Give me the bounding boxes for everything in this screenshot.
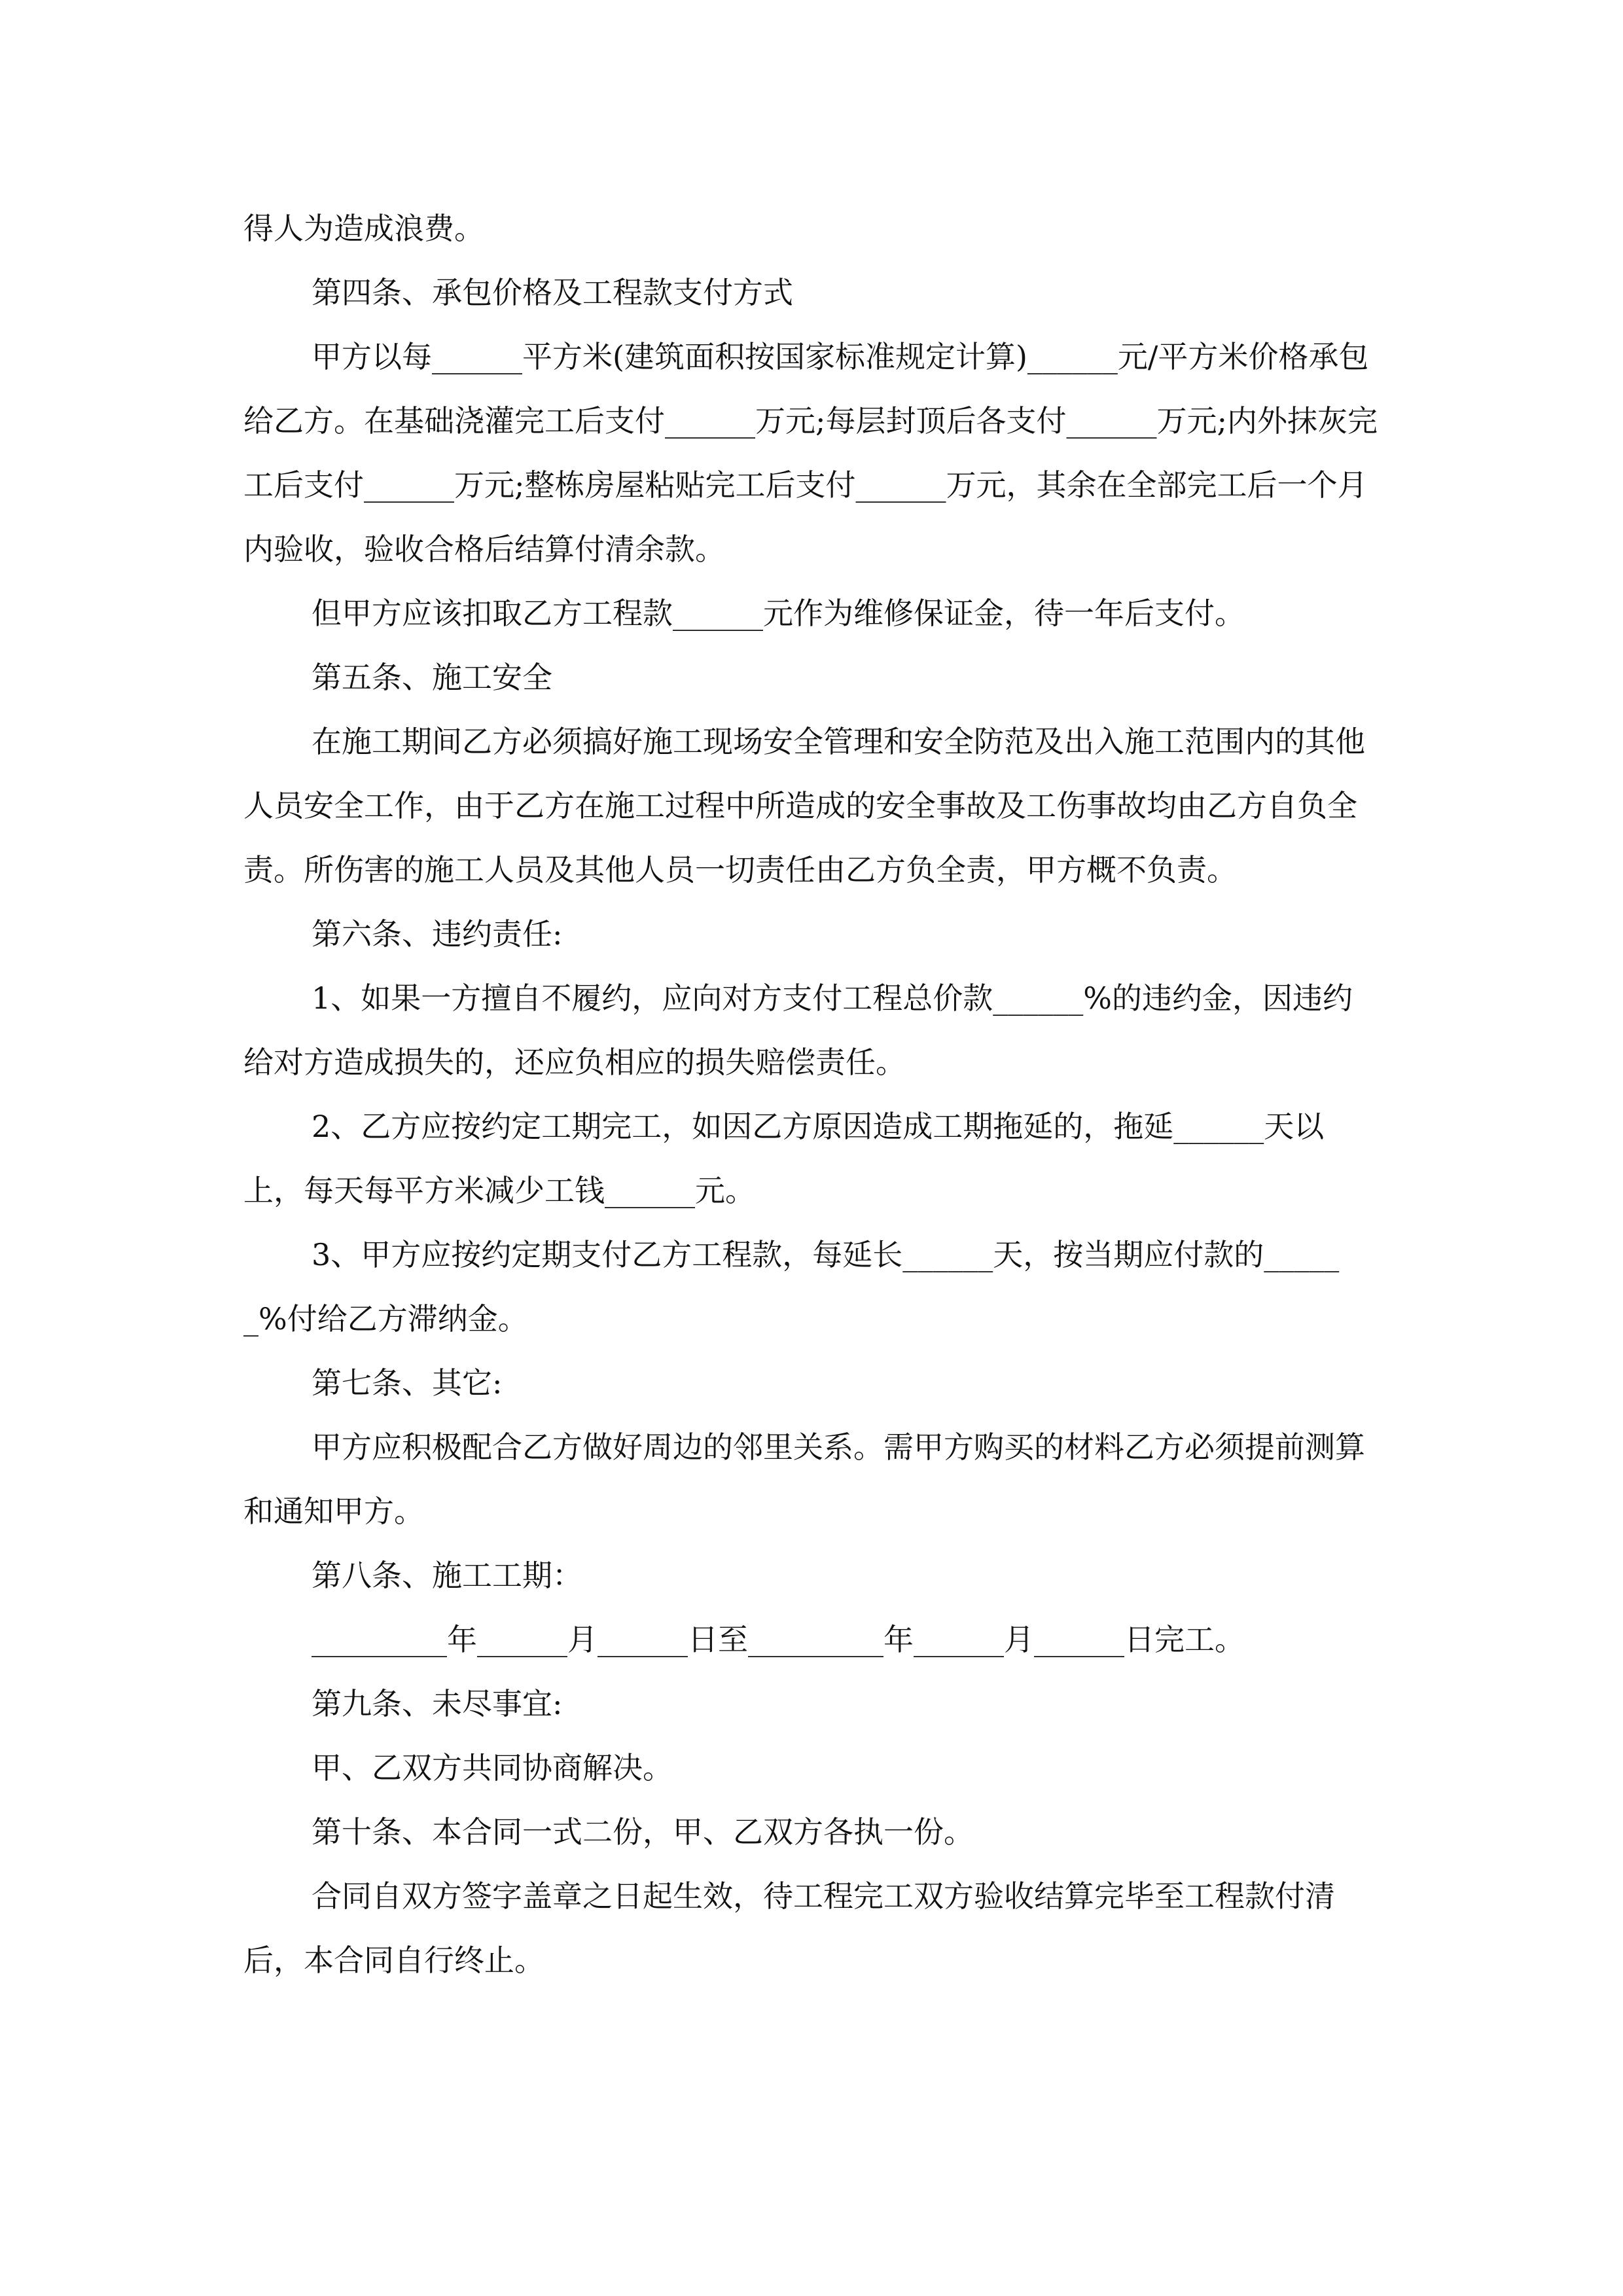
article-8-heading: 第八条、施工工期：: [312, 1558, 582, 1593]
paragraph-continuation: 得人为造成浪费。: [243, 211, 484, 246]
article-4-payment-terms: 甲方以每______平方米(建筑面积按国家标准规定计算)______元/平方米价格承包给乙方。在基础浇灌完工后支付______万元;每层封顶后各支付______万元;内外抹灰完工后支付______万元;整栋房屋粘贴完工后支付______万元，其余在全部完工后一个月内验收，验收合格后结算付清余款。: [243, 339, 1378, 567]
article-7-terms: 甲方应积极配合乙方做好周边的邻里关系。需甲方购买的材料乙方必须提前测算和通知甲方。: [243, 1429, 1365, 1529]
article-6-heading: 第六条、违约责任:: [312, 916, 563, 952]
article-8-schedule: _________年______月______日至_________年______月______日完工。: [312, 1622, 1245, 1657]
article-4-heading: 第四条、承包价格及工程款支付方式: [312, 275, 793, 310]
article-6-item-2: 2、乙方应按约定工期完工，如因乙方原因造成工期拖延的，拖延______天以上，每天每平方米减少工钱______元。: [243, 1109, 1325, 1208]
article-5-safety-terms: 在施工期间乙方必须搞好施工现场安全管理和安全防范及出入施工范围内的其他人员安全工作，由于乙方在施工过程中所造成的安全事故及工伤事故均由乙方自负全责。所伤害的施工人员及其他人员一切责任由乙方负全责，甲方概不负责。: [243, 724, 1365, 888]
article-4-warranty-deposit: 但甲方应该扣取乙方工程款______元作为维修保证金，待一年后支付。: [312, 596, 1245, 631]
article-6-item-3: 3、甲方应按约定期支付乙方工程款，每延长______天，按当期应付款的______%付给乙方滞纳金。: [243, 1237, 1340, 1336]
article-5-heading: 第五条、施工安全: [312, 660, 552, 695]
article-10-effectiveness: 合同自双方签字盖章之日起生效，待工程完工双方验收结算完毕至工程款付清后，本合同自行终止。: [243, 1878, 1335, 1978]
article-9-terms: 甲、乙双方共同协商解决。: [312, 1750, 673, 1785]
article-7-heading: 第七条、其它:: [312, 1365, 503, 1401]
document-body: [243, 196, 1382, 1992]
article-6-item-1: 1、如果一方擅自不履约，应向对方支付工程总价款______%的违约金，因违约给对方造成损失的，还应负相应的损失赔偿责任。: [243, 980, 1353, 1080]
article-9-heading: 第九条、未尽事宜:: [312, 1686, 563, 1721]
article-10-heading: 第十条、本合同一式二份，甲、乙双方各执一份。: [312, 1814, 974, 1850]
